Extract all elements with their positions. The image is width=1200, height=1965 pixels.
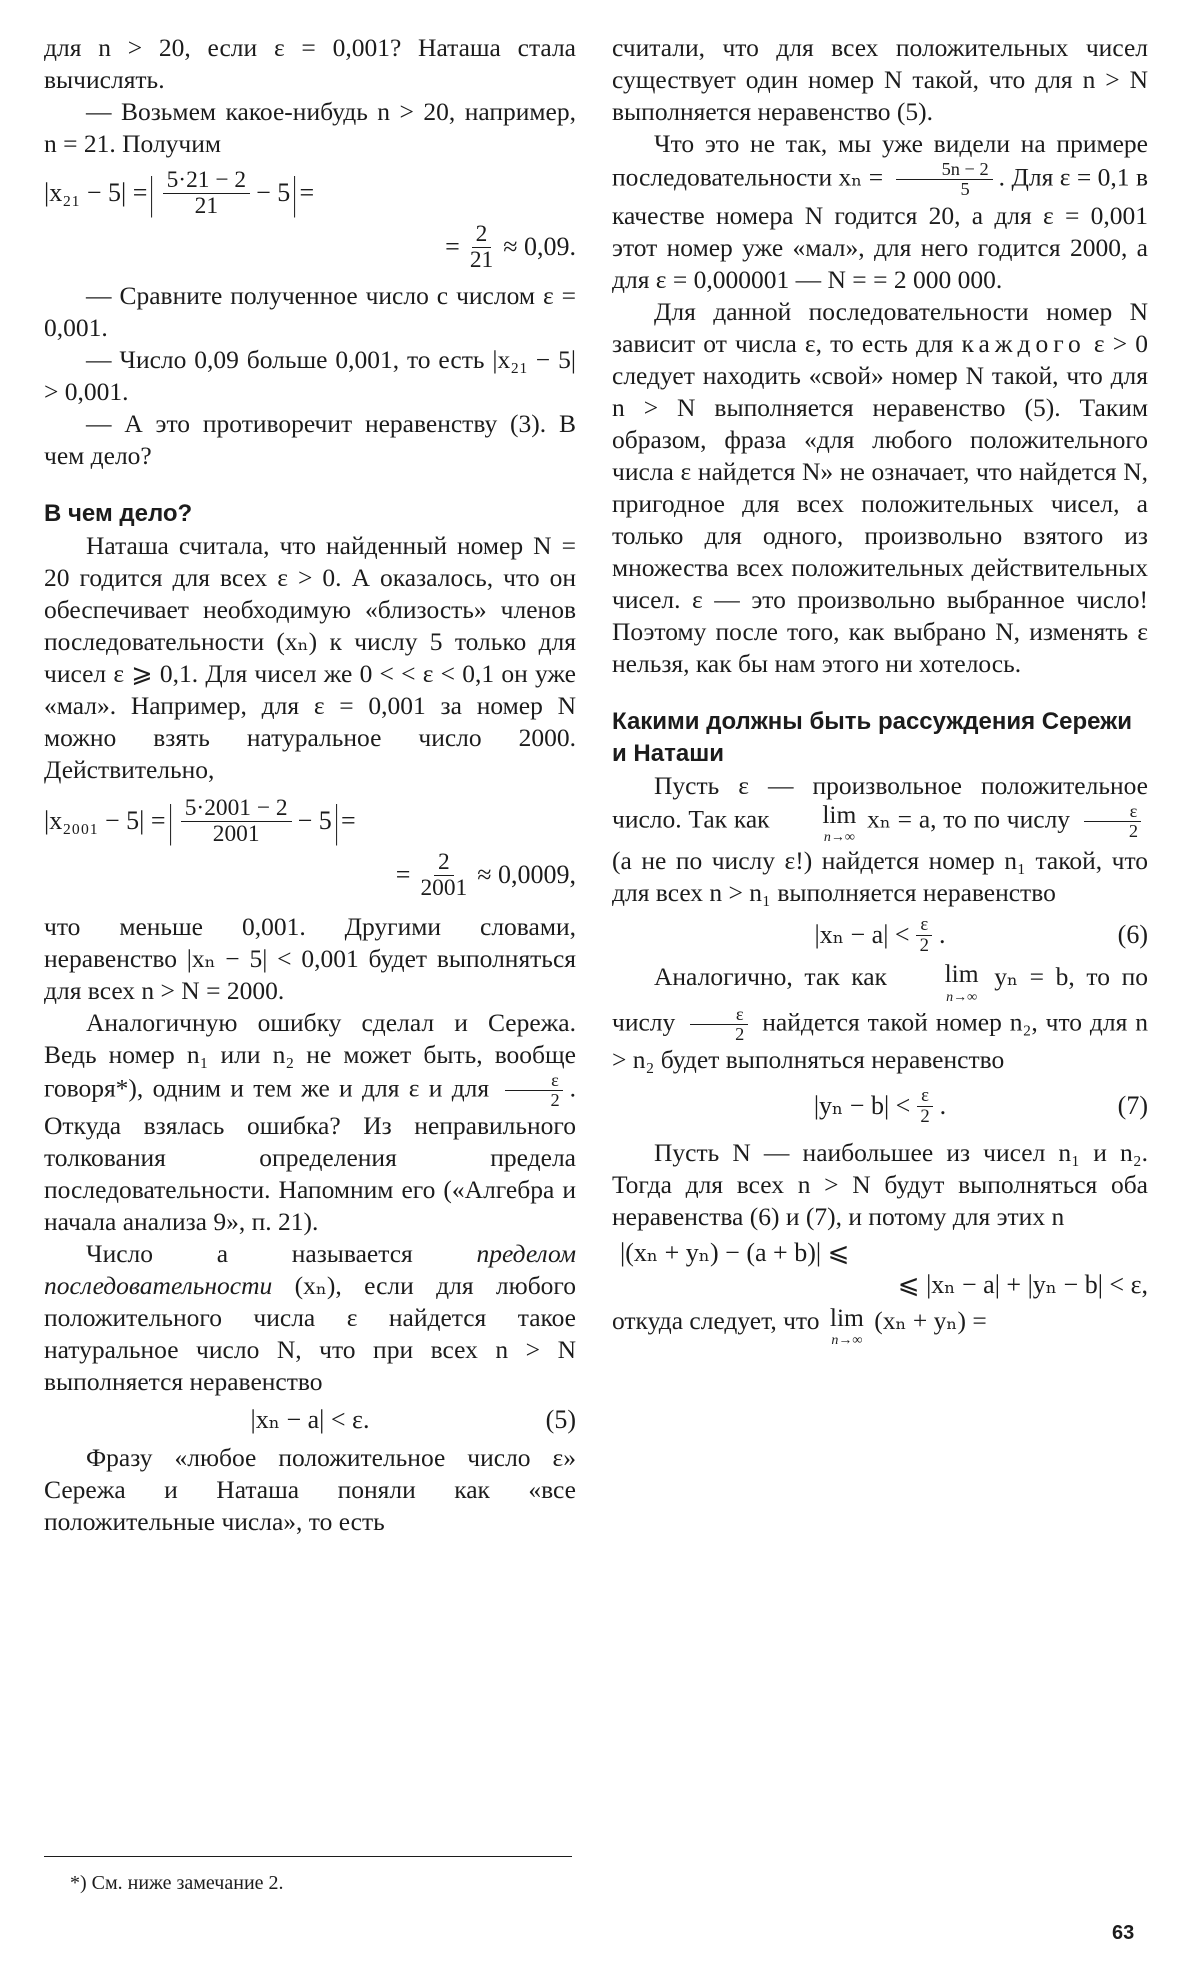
eq-body: |xₙ − a| < [814, 920, 910, 950]
equation-number: (5) [545, 1405, 576, 1435]
equation-x2001 [44, 796, 576, 846]
paragraph: — А это противоречит неравенству (3). В чем дело? [44, 409, 576, 471]
denominator: 2 [920, 1105, 930, 1127]
paragraph [612, 770, 1148, 910]
equation-x21-result [44, 222, 576, 272]
paragraph [612, 296, 1148, 680]
equation-number: (7) [1117, 1091, 1148, 1121]
numerator: ε [1084, 802, 1142, 822]
equals-sign: = [340, 806, 356, 836]
section-heading: Какими должны быть рассуждения Сережи и Наташи [612, 707, 1132, 767]
numerator: 5·2001 − 2 [181, 796, 292, 822]
equation-sum-line2 [612, 1269, 1148, 1301]
numerator: ε [916, 915, 932, 936]
fraction [896, 160, 993, 200]
abs-bar: | [168, 795, 173, 847]
text-run: Для данной последовательности номер N зависит от числа ε, то есть для [612, 296, 1148, 358]
fraction [181, 796, 292, 846]
equation-6 [612, 915, 1148, 955]
abs-bar: | [334, 795, 339, 847]
paragraph: для n > 20, если ε = 0,001? Наташа стала вычислять. [44, 33, 576, 94]
numerator: 5n − 2 [896, 160, 993, 180]
equation-sum-line1 [620, 1237, 1148, 1269]
eq-result: ≈ 0,0009, [477, 860, 576, 890]
denominator: 2001 [420, 874, 468, 901]
paragraph: — Число 0,09 больше 0,001, то есть |x₂₁ − 5| > 0,001. [44, 345, 576, 407]
eq-tail: − 5 [297, 806, 332, 836]
numerator: ε [505, 1071, 563, 1091]
paragraph [44, 1007, 576, 1239]
fraction-eps-half [916, 1086, 933, 1126]
paragraph: — Возьмем какое-нибудь n > 20, например, n = 21. Получим [44, 97, 576, 158]
paragraph: считали, что для всех положительных чисел существует один номер N такой, что для n > N выполняется неравенство (5). [612, 33, 1148, 126]
text-run: найдется такой номер n₂, что для n > n₂ будет выполняться неравенство [612, 1007, 1149, 1075]
numerator: 2 [434, 850, 454, 876]
equation-7 [612, 1086, 1148, 1126]
paragraph: Фразу «любое положительное число ε» Сережа и Наташа поняли как «все положительные числа», то есть [44, 1443, 576, 1537]
equals-sign: = [395, 860, 411, 890]
text-run: Пусть ε — произвольное положительное число. Так как [612, 770, 1148, 834]
equals-sign: = [299, 178, 315, 208]
text-run: (xₙ + yₙ) = [874, 1305, 987, 1335]
lim-text: lim [822, 799, 857, 829]
equation-number: (6) [1117, 920, 1148, 950]
eq-lhs: |x₂₀₀₁ − 5| = [44, 806, 166, 836]
section-heading: В чем дело? [44, 500, 193, 528]
page-number: 63 [1112, 1922, 1135, 1944]
period: . [938, 920, 946, 950]
fraction [466, 222, 497, 272]
paragraph [612, 128, 1148, 296]
fraction-eps-half [504, 1071, 563, 1111]
equation-5 [44, 1404, 576, 1436]
text-run: yₙ = b, то по числу [612, 962, 1149, 1037]
eq-lhs: |x₂₁ − 5| = [44, 178, 148, 208]
right-column [612, 32, 1148, 1348]
equation-x2001-result [44, 850, 576, 900]
eq-tail: − 5 [256, 178, 291, 208]
fraction-eps-half [689, 1005, 748, 1045]
fraction-eps-half [916, 915, 933, 955]
text-run: (xₙ), если для любого положительного числа ε найдется такое натуральное число N, что при всех n > N выполняется неравенство [44, 1271, 576, 1397]
fraction [163, 168, 250, 218]
paragraph [612, 1302, 1148, 1349]
period: . [939, 1091, 947, 1121]
equals-sign: = [445, 232, 460, 262]
numerator: ε [917, 1086, 933, 1107]
eq-result: ≈ 0,09. [503, 232, 576, 262]
denominator: 21 [194, 192, 219, 219]
footnote-divider [44, 1856, 572, 1857]
limit-operator [903, 961, 979, 1005]
eq-body: ⩽ |xₙ − a| + |yₙ − b| < ε, [897, 1269, 1148, 1299]
footnote: *) См. ниже замечание 2. [70, 1872, 284, 1894]
denominator: 2 [1128, 820, 1139, 841]
text-run: откуда следует, что [612, 1305, 820, 1335]
limit-operator [829, 1302, 864, 1349]
denominator: 2001 [212, 820, 260, 847]
lim-text: lim [944, 959, 979, 989]
numerator: ε [690, 1005, 748, 1025]
defined-term: пределом последовательности [44, 1239, 577, 1301]
paragraph: Пусть N — наибольшее из чисел n₁ и n₂. Тогда для всех n > N будут выполняться оба неравенства (6) и (7), и потому для этих n [612, 1137, 1148, 1231]
text-run: (а не по числу ε!) найдется номер n₁ такой, что для всех n > n₁ выполняется неравенство [612, 846, 1148, 908]
paragraph: что меньше 0,001. Другими словами, неравенство |xₙ − 5| < 0,001 будет выполняться для всех n > N = 2000. [44, 911, 576, 1005]
text-run: Аналогичную ошибку сделал и Сережа. Ведь номер n₁ или n₂ не может быть, вообще говоря*), одним и тем же и для ε и для [44, 1007, 576, 1103]
paragraph [612, 961, 1148, 1076]
denominator: 2 [550, 1089, 560, 1110]
eq-body: |(xₙ + yₙ) − (a + b)| ⩽ [620, 1237, 850, 1267]
lim-subscript: n→∞ [946, 989, 978, 1005]
text-run: . Для ε = 0,1 в качестве номера N годится 20, а для ε = 0,001 этот номер уже «мал», для него годится 2000, а для ε = 0,000001 — N = = 2 000 000. [612, 162, 1149, 294]
denominator: 5 [960, 179, 970, 200]
denominator: 2 [919, 934, 929, 956]
limit-operator [780, 799, 857, 846]
lim-subscript: n→∞ [831, 1333, 863, 1349]
denominator: 21 [469, 246, 494, 273]
left-column [44, 32, 576, 1538]
paragraph: Наташа считала, что найденный номер N = 20 годится для всех ε > 0. А оказалось, что он обеспечивает необходимую «близость» членов последовательности (xₙ) к числу 5 только для чисел ε ⩾ 0,1. Для чисел же 0 < < ε < 0,1 он уже «мал». Например, для ε = 0,001 за номер N можно взять натуральное число 2000. Действительно, [44, 531, 576, 785]
text-run: ε > 0 следует находить «свой» номер N такой, что для n > N выполняется неравенство (5). Таким образом, фраза «для любого положительного числа ε найдется N» не означает, что найдется N, пригодное для всех положительных чисел, а только для одного, произвольно взятого из множества всех положительных действительных чисел. ε — это произвольно выбранное число! Поэтому после того, как выбрано N, изменять ε нельзя, как бы нам этого ни хотелось. [612, 328, 1149, 678]
paragraph [44, 1238, 576, 1398]
eq-body: |xₙ − a| < ε. [250, 1405, 370, 1435]
fraction-eps-half [1083, 802, 1142, 842]
numerator: 5·21 − 2 [163, 168, 250, 194]
text-run: Число a называется [86, 1239, 413, 1269]
abs-bar: | [149, 167, 155, 219]
lim-text: lim [829, 1302, 864, 1332]
equation-x21 [44, 168, 576, 218]
text-run: xₙ = a, то по числу [867, 804, 1071, 834]
text-run: Аналогично, так как [654, 962, 887, 992]
abs-bar: | [292, 167, 297, 219]
fraction [416, 850, 471, 900]
paragraph: — Сравните полученное число с числом ε = 0,001. [44, 281, 576, 343]
eq-body: |yₙ − b| < [813, 1091, 911, 1121]
text-run: . Откуда взялась ошибка? Из неправильного толкования определения предела последовательности. Напомним его («Алгебра и начала анализа 9», п. 21). [44, 1073, 576, 1237]
spaced-emphasis: каждого [961, 328, 1086, 358]
denominator: 2 [735, 1024, 745, 1045]
text-run: Что это не так, мы уже видели на примере последовательности xₙ = [612, 129, 1148, 192]
numerator: 2 [472, 222, 492, 248]
lim-subscript: n→∞ [823, 830, 855, 846]
